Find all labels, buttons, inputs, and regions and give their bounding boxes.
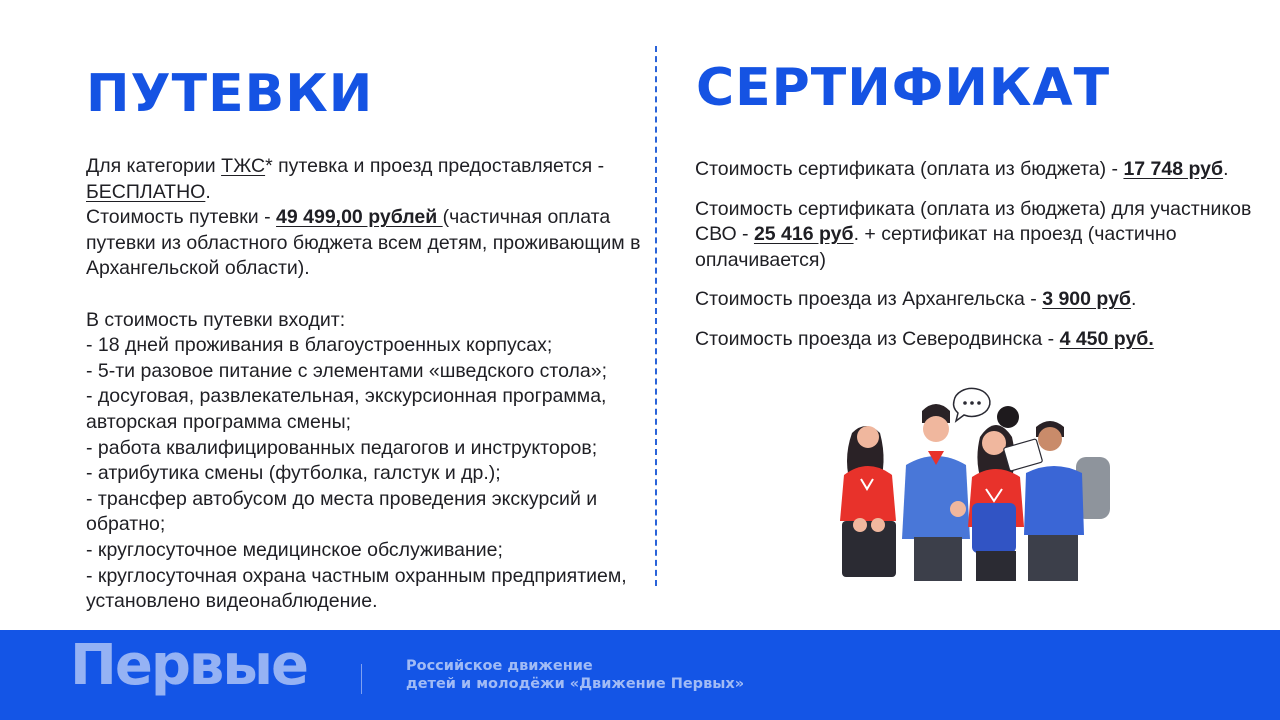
includes-list (86, 333, 656, 615)
certificate-svo-price: Стоимость сертификата (оплата из бюджета) для участников СВО - 25 416 руб. + сертификат на проезд (частично оплачивается) (695, 197, 1252, 271)
boy-center (902, 404, 970, 581)
youth-group-illustration (830, 385, 1120, 585)
includes-heading: В стоимость путевки входит: (86, 308, 346, 331)
organization-name: Российское движение детей и молодёжи «Движение Первых» (406, 658, 745, 692)
footer-bar (0, 630, 1280, 720)
certificate-info (695, 157, 1255, 367)
list-item: - работа квалифицированных педагогов и инструкторов; (86, 436, 598, 459)
certificate-price: Стоимость сертификата (оплата из бюджета) - 17 748 руб. (695, 158, 1229, 180)
speech-bubble-icon (954, 388, 990, 421)
left-title: ПУТЕВКИ (86, 64, 374, 124)
list-item: - 18 дней проживания в благоустроенных корпусах; (86, 334, 553, 357)
list-item: - круглосуточное медицинское обслуживание; (86, 538, 503, 561)
list-item: - атрибутика смены (футболка, галстук и др.); (86, 462, 501, 485)
price-paragraph: Стоимость путевки - 49 499,00 рублей (частичная оплата путевки из областного бюджета всем детям, проживающим в Архангельской области). (86, 206, 641, 280)
travel-arkhangelsk-price: 3 900 руб (1042, 288, 1131, 311)
list-item: - трансфер автобусом до места проведения экскурсий и обратно; (86, 487, 598, 536)
girl-left (840, 426, 896, 577)
travel-severodvinsk: Стоимость проезда из Северодвинска - 4 450 руб. (695, 327, 1154, 350)
voucher-price: 49 499,00 рублей (276, 206, 443, 229)
travel-arkhangelsk: Стоимость проезда из Архангельска - 3 900 руб. (695, 288, 1137, 311)
list-item: - 5-ти разовое питание с элементами «шведского стола»; (86, 359, 607, 382)
list-item: - круглосуточная охрана частным охранным предприятием, установлено видеонаблюдение. (86, 564, 627, 613)
certificate-price-value: 17 748 руб (1123, 158, 1224, 180)
category-paragraph: Для категории ТЖС* путевка и проезд предоставляется - БЕСПЛАТНО. (86, 155, 605, 203)
voucher-info (86, 154, 656, 615)
category-link: ТЖС (221, 155, 266, 177)
free-label: БЕСПЛАТНО (86, 180, 206, 203)
certificate-svo-price-value: 25 416 руб (753, 223, 854, 246)
pervye-logo: Первые (70, 633, 307, 698)
girl-bun (968, 406, 1024, 581)
list-item: - досуговая, развлекательная, экскурсионная программа, авторская программа смены; (86, 385, 607, 433)
travel-severodvinsk-price: 4 450 руб. (1059, 327, 1154, 350)
right-title: СЕРТИФИКАТ (696, 58, 1111, 118)
footer-separator (361, 664, 362, 694)
